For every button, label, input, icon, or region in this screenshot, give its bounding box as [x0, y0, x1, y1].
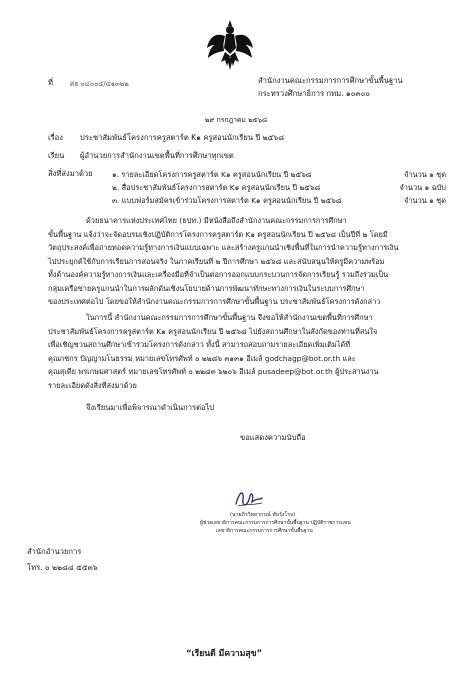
slogan: “เรียนดี มีความสุข” — [186, 649, 263, 659]
closing-request: จึงเรียนมาเพื่อพิจารณาดำเนินการต่อไป — [86, 403, 215, 412]
handwritten-signature — [232, 488, 266, 510]
paragraph-line: ด้วยธนาคารแห่งประเทศไทย (ธปท.) มีหนังสือถึงสำนักงานคณะกรรมการการศึกษา — [86, 216, 347, 225]
paragraph-line: ไปประยุกต์ใช้กับการเรียนการสอนจริง ในภาคเรียนที่ ๒ ปีการศึกษา ๒๕๖๘ และสนับสนุนให้ครูมีความพร้อม — [48, 256, 385, 266]
reference-label: ที่ — [48, 78, 54, 87]
signatory-position-2: เลขาธิการคณะกรรมการการศึกษาขั้นพื้นฐาน — [216, 528, 313, 534]
attachment-qty: จำนวน ๑ ฉบับ — [399, 183, 446, 192]
paragraph-line: ทั้งด้านองค์ความรู้ทางการเงินและเครื่องมือที่จำเป็นต่อการออกแบบกระบวนการจัดการเรียนรู้ รวมถึงร่วมเป็น — [48, 270, 389, 279]
paragraph-line: ประชาสัมพันธ์โครงการครูสตาร์ต K๑ ครูสอนนักเรียน ปี ๒๕๖๘ ไปยังสถานศึกษาในสังกัดของท่านที่สนใจ — [48, 326, 378, 336]
signatory-position: ผู้ช่วยเลขาธิการคณะกรรมการการศึกษาขั้นพื้นฐาน ปฏิบัติราชการแทน — [200, 520, 351, 526]
office-phone: โทร. ๐ ๒๒๘๘ ๕๕๓๖ — [27, 563, 98, 572]
complimentary-close: ขอแสดงความนับถือ — [240, 433, 306, 442]
attachment-text: ๒. สื่อประชาสัมพันธ์โครงการสตาร์ต K๑ ครูสอนนักเรียน ปี ๒๕๖๘ — [112, 183, 321, 192]
attachment-text: ๑. รายละเอียดโครงการครูสตาร์ต K๑ ครูสอนนักเรียน ปี ๒๕๖๘ — [112, 170, 312, 179]
attachment-qty: จำนวน ๑ ชุด — [404, 170, 446, 179]
issuing-office: สำนักอำนวยการ — [27, 547, 82, 556]
paragraph-line: คุณสุเดีย พรเกษมศาสตร์ หมายเลขโทรศัพท์ ๐ ๒๒๘๓ ๖๒๐๖ อีเมล์ pusadeep@bot.or.th ผู้ประสานงาน — [48, 367, 379, 376]
subject-text: ประชาสัมพันธ์โครงการครูสตาร์ต K๑ ครูสอนนักเรียน ปี ๒๕๖๘ — [80, 133, 285, 142]
agency-name: สำนักงานคณะกรรมการการศึกษาขั้นพื้นฐาน — [258, 76, 403, 85]
subject-label: เรื่อง — [48, 133, 63, 142]
attachment-text: ๓. แบบฟอร์มสมัครเข้าร่วมโครงการสตาร์ต K๑ ครูสอนนักเรียน ปี ๒๕๖๘ — [112, 196, 342, 205]
reference-number: ศธ ๐๔๐๐๔/๔๑๓๒๒ — [70, 80, 129, 88]
paragraph-line: รายละเอียดดังสิ่งที่ส่งมาด้วย — [48, 380, 137, 390]
attachments-label: สิ่งที่ส่งมาด้วย — [48, 169, 93, 178]
body-paragraph-2 — [48, 311, 446, 392]
agency-address: กระทรวงศึกษาธิการ กทม. ๑๐๓๐๐ — [258, 89, 370, 98]
attachment-qty: จำนวน ๑ ชุด — [404, 196, 446, 205]
paragraph-line: วัตถุประสงค์เพื่อถ่ายทอดความรู้ทางการเงินแบบเฉพาะ และสร้างครูแกนนำเชิงพื้นที่ในการนำความรู้ทางการเงิน — [48, 243, 399, 252]
paragraph-line: คุณกชกร ปัญญามโนธรรม หมายเลขโทรศัพท์ ๐ ๒๒๘๖ ๓๑๓๑ อีเมล์ godchagp@bot.or.th และ — [48, 353, 356, 363]
paragraph-line: ในการนี้ สำนักงานคณะกรรมการการศึกษาขั้นพื้นฐาน จึงขอให้สำนักงานเขตพื้นที่การศึกษา — [86, 313, 373, 322]
paragraph-line: กลุ่มเครือข่ายครูแกนนำในการผลักดันเชิงนโยบายด้านการพัฒนาทักษะทางการเงินในระบบการศึกษา — [48, 283, 365, 293]
garuda-emblem-icon — [205, 18, 255, 72]
paragraph-line: เพื่อเชิญชวนสถานศึกษาเข้าร่วมโครงการดังกล่าว ทั้งนี้ สามารถสอบถามรายละเอียดเพิ่มเติมได้ที่ — [48, 340, 351, 349]
recipient-text: ผู้อำนวยการสำนักงานเขตพื้นที่การศึกษาทุกเขต — [80, 151, 234, 160]
body-paragraph-1 — [48, 214, 446, 309]
recipient-label: เรียน — [48, 151, 65, 160]
signatory-name: (นายภิรวิทยากรณ์ ทับรุ้งโรจ) — [230, 512, 296, 518]
document-date: ๒๙ กรกฎาคม ๒๕๖๘ — [205, 116, 268, 124]
paragraph-line: ของประเทศต่อไป โดยขอให้สำนักงานคณะกรรมการการศึกษาขั้นพื้นฐาน ประชาสัมพันธ์โครงการดังกล่าว — [48, 297, 381, 306]
paragraph-line: ขั้นพื้นฐาน แจ้งว่าจะจัดอบรมเชิงปฏิบัติการโครงการครูสตาร์ต K๑ ครูสอนนักเรียน ปี ๒๕๖๘ เป็นปีที่ ๒ โดยมี — [48, 229, 388, 239]
